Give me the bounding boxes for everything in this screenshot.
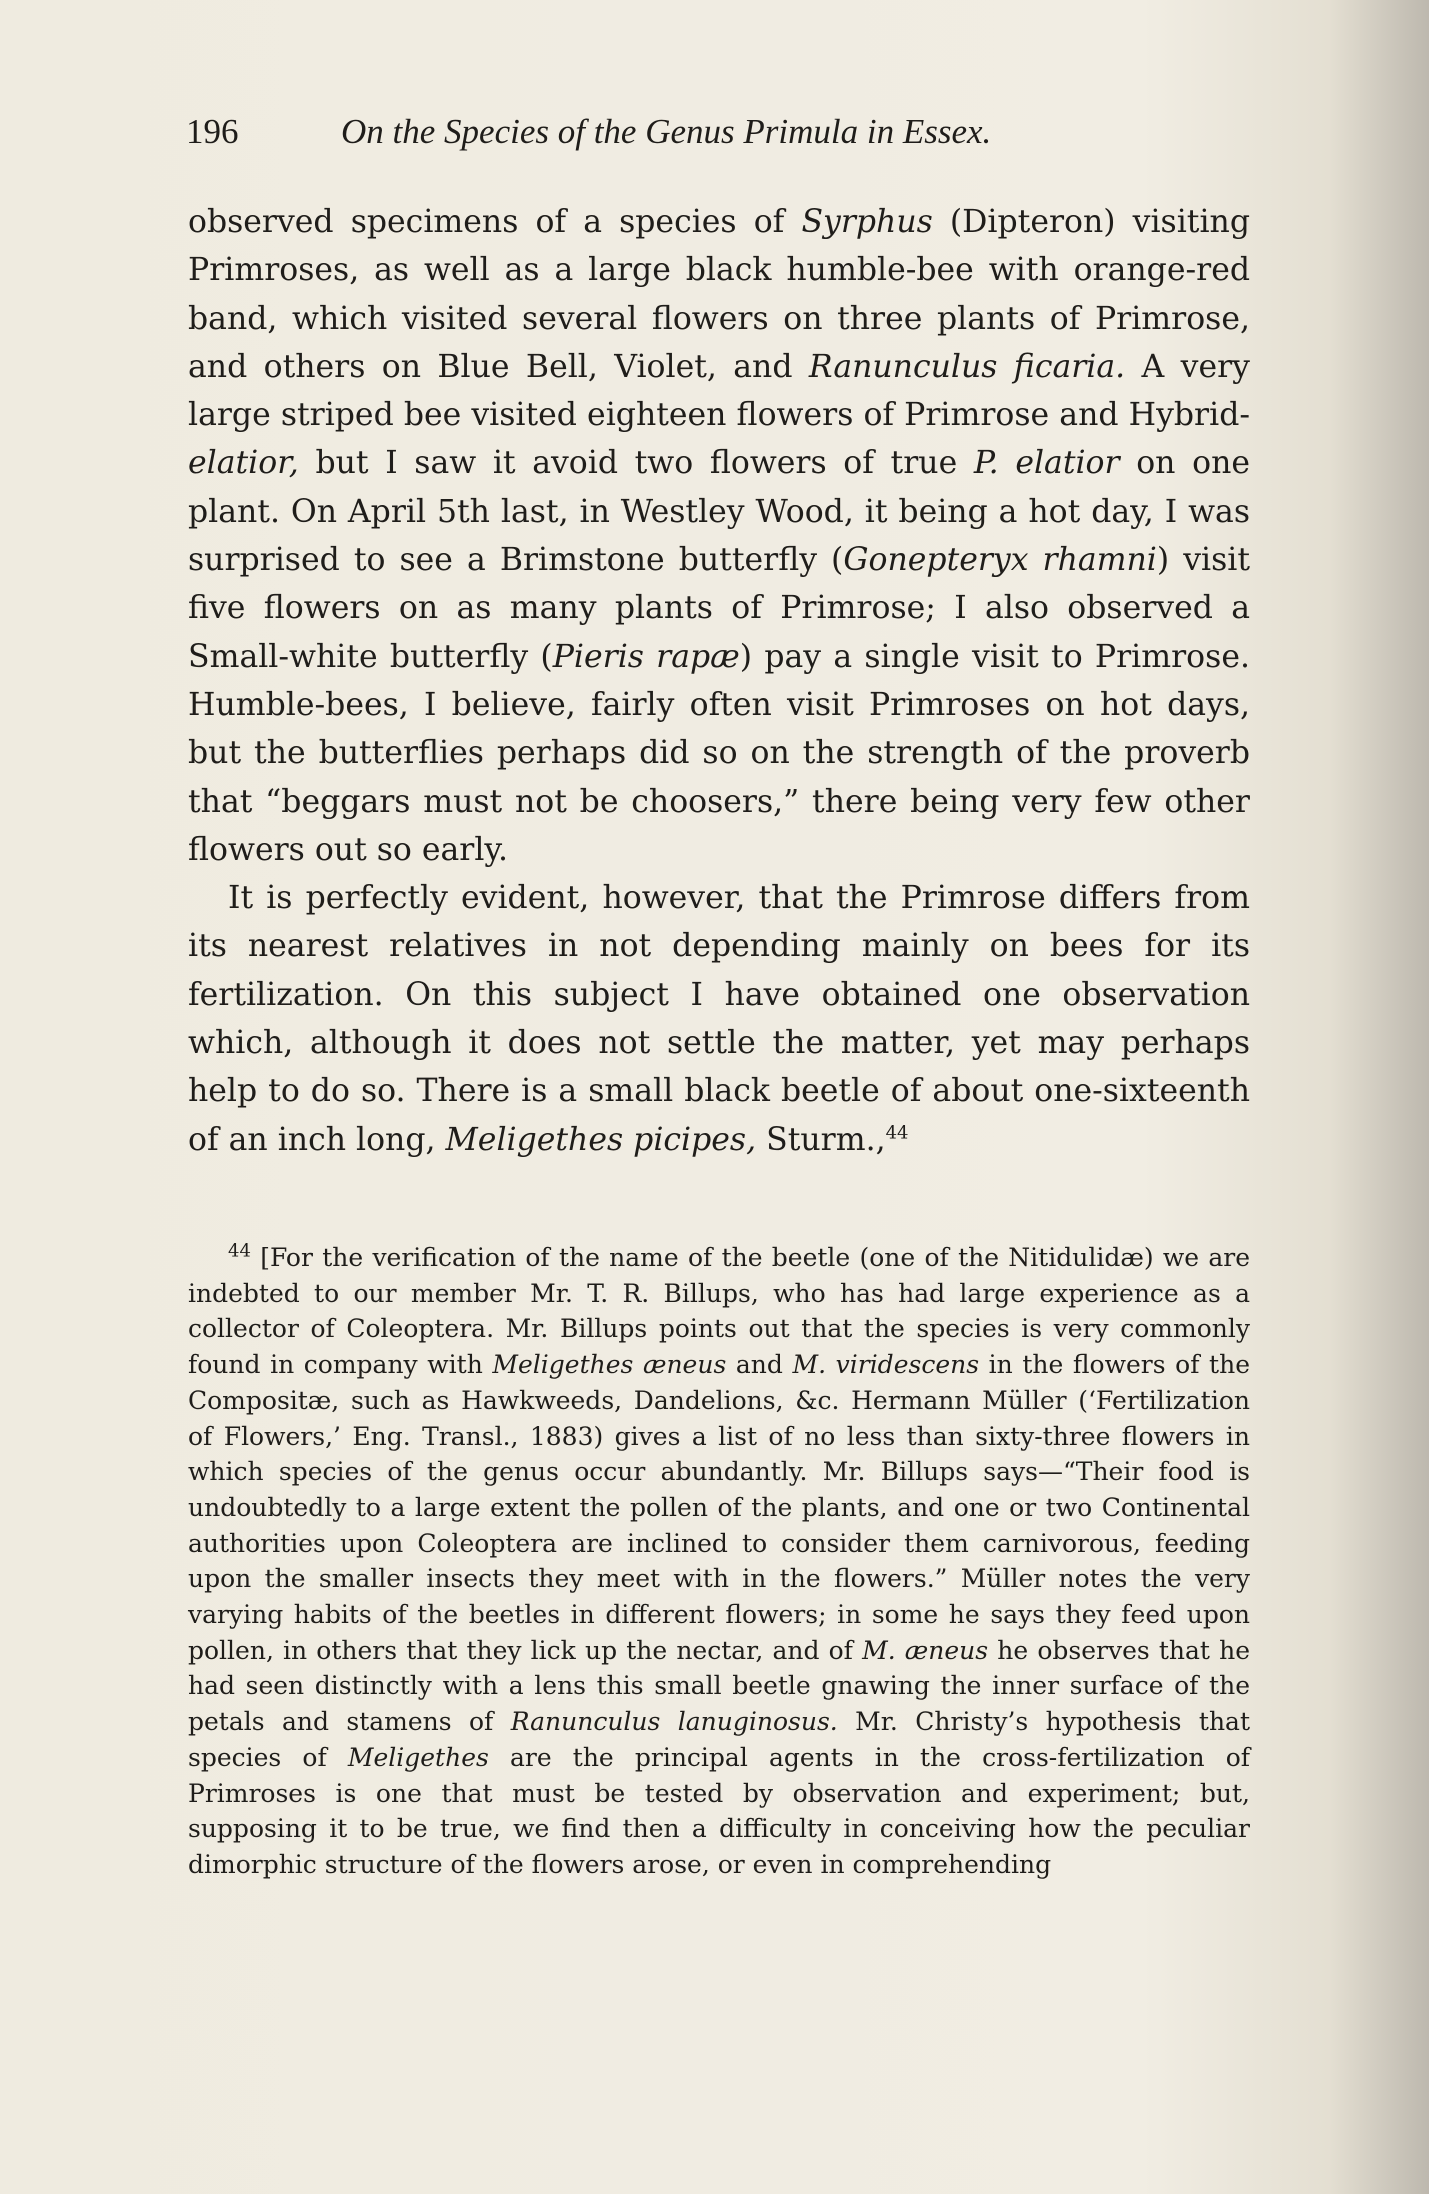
species-name: Meligethes picipes, [445,1121,757,1158]
species-name: Gonepteryx rhamni [843,542,1157,579]
text-run: on one plant. On April 5th last, in Westley Wood, it being a hot day, I was surprised to see a Brimstone butterfly ( [188,445,1251,579]
page-header [186,112,1246,162]
species-name: M. viridescens [792,1350,980,1380]
species-name: P. elatior [973,445,1120,482]
species-name: elatior, [188,445,299,482]
text-run: It is perfectly evident, however, that the Primrose differs from its nearest relatives in not depending mainly on bees for its fertilization. On this subject I have obtained one observation which, although it does not settle the matter, yet may perhaps help to do so. There is a small black beetle of about one-sixteenth of an inch long, [188,880,1250,1158]
species-name: Pieris rapæ [552,638,740,675]
species-name: Syrphus [801,204,933,240]
text-run: A very large striped bee visited eighteen flowers of Primrose and Hybrid- [188,348,1250,434]
page-number: 196 [186,112,239,151]
text-run: he observes that he had seen distinctly with a lens this small beetle gnawing the inner surface of the petals and stamens of [188,1635,1250,1737]
text-run: observed specimens of a species of [188,204,802,240]
species-name: Ranunculus lanuginosus. [510,1707,838,1737]
species-name: Meligethes æneus [492,1350,727,1380]
species-name: Meligethes [347,1742,489,1772]
text-run: [For the verification of the name of the beetle (one of the Nitidulidæ) we are indebted to our member Mr. T. R. Billups, who has had large experience as a collector of Coleoptera. Mr. Billups points out that the species is very commonly found in company with [188,1243,1250,1380]
paragraph-2 [188,874,1250,1164]
species-name: M. æneus [862,1635,989,1665]
text-run: (Dipteron) visiting Primroses, as well as a large black humble-bee with orange-red band, which visited several flowers on three plants of Primrose, and others on Blue Bell, Violet, and [188,204,1250,385]
running-title: On the Species of the Genus Primula in Essex. [341,112,992,151]
footnote [188,1240,1250,1883]
species-name: Ranunculus ficaria. [808,348,1126,385]
text-run: Sturm., [756,1121,886,1158]
footnote-number: 44 [228,1240,251,1262]
text-run: are the principal agents in the cross-fertilization of Primroses is one that must be tested by observation and experiment; but, supposing it to be true, we find then a difficulty in conceiving how the peculiar dimorphic structure of the flowers arose, or even in comprehending [188,1742,1250,1879]
text-run: in the flowers of the Compositæ, such as Hawkweeds, Dandelions, &c. Hermann Müller (‘Fertilization of Flowers,’ Eng. Transl., 1883) gives a list of no less than sixty-three flowers in which species of the genus occur abundantly. Mr. Billups says—“Their food is undoubtedly to a large extent the pollen of the plants, and one or two Continental authorities upon Coleoptera are inclined to consider them carnivorous, feeding upon the smaller insects they meet with in the flowers.” Müller notes the very varying habits of the beetles in different flowers; in some he says they feed upon pollen, in others that they lick up the nectar, and of [188,1350,1250,1665]
text-run: but I saw it avoid two flowers of true [298,445,974,482]
text-run: ) visit five flowers on as many plants of Primrose; I also observed a Small-white butterfly ( [188,542,1250,675]
footnote-text [188,1240,1250,1883]
body-text [188,198,1250,1164]
footnote-reference: 44 [885,1122,909,1144]
paragraph-1 [188,198,1250,874]
text-run: ) pay a single visit to Primrose. Humble-bees, I believe, fairly often visit Primroses on hot days, but the butterflies perhaps did so on the strength of the proverb that “beggars must not be choosers,” there being very few other flowers out so early. [188,638,1250,868]
text-run: and [726,1350,793,1380]
text-run: Mr. Christy’s hypothesis that species of [188,1707,1251,1772]
